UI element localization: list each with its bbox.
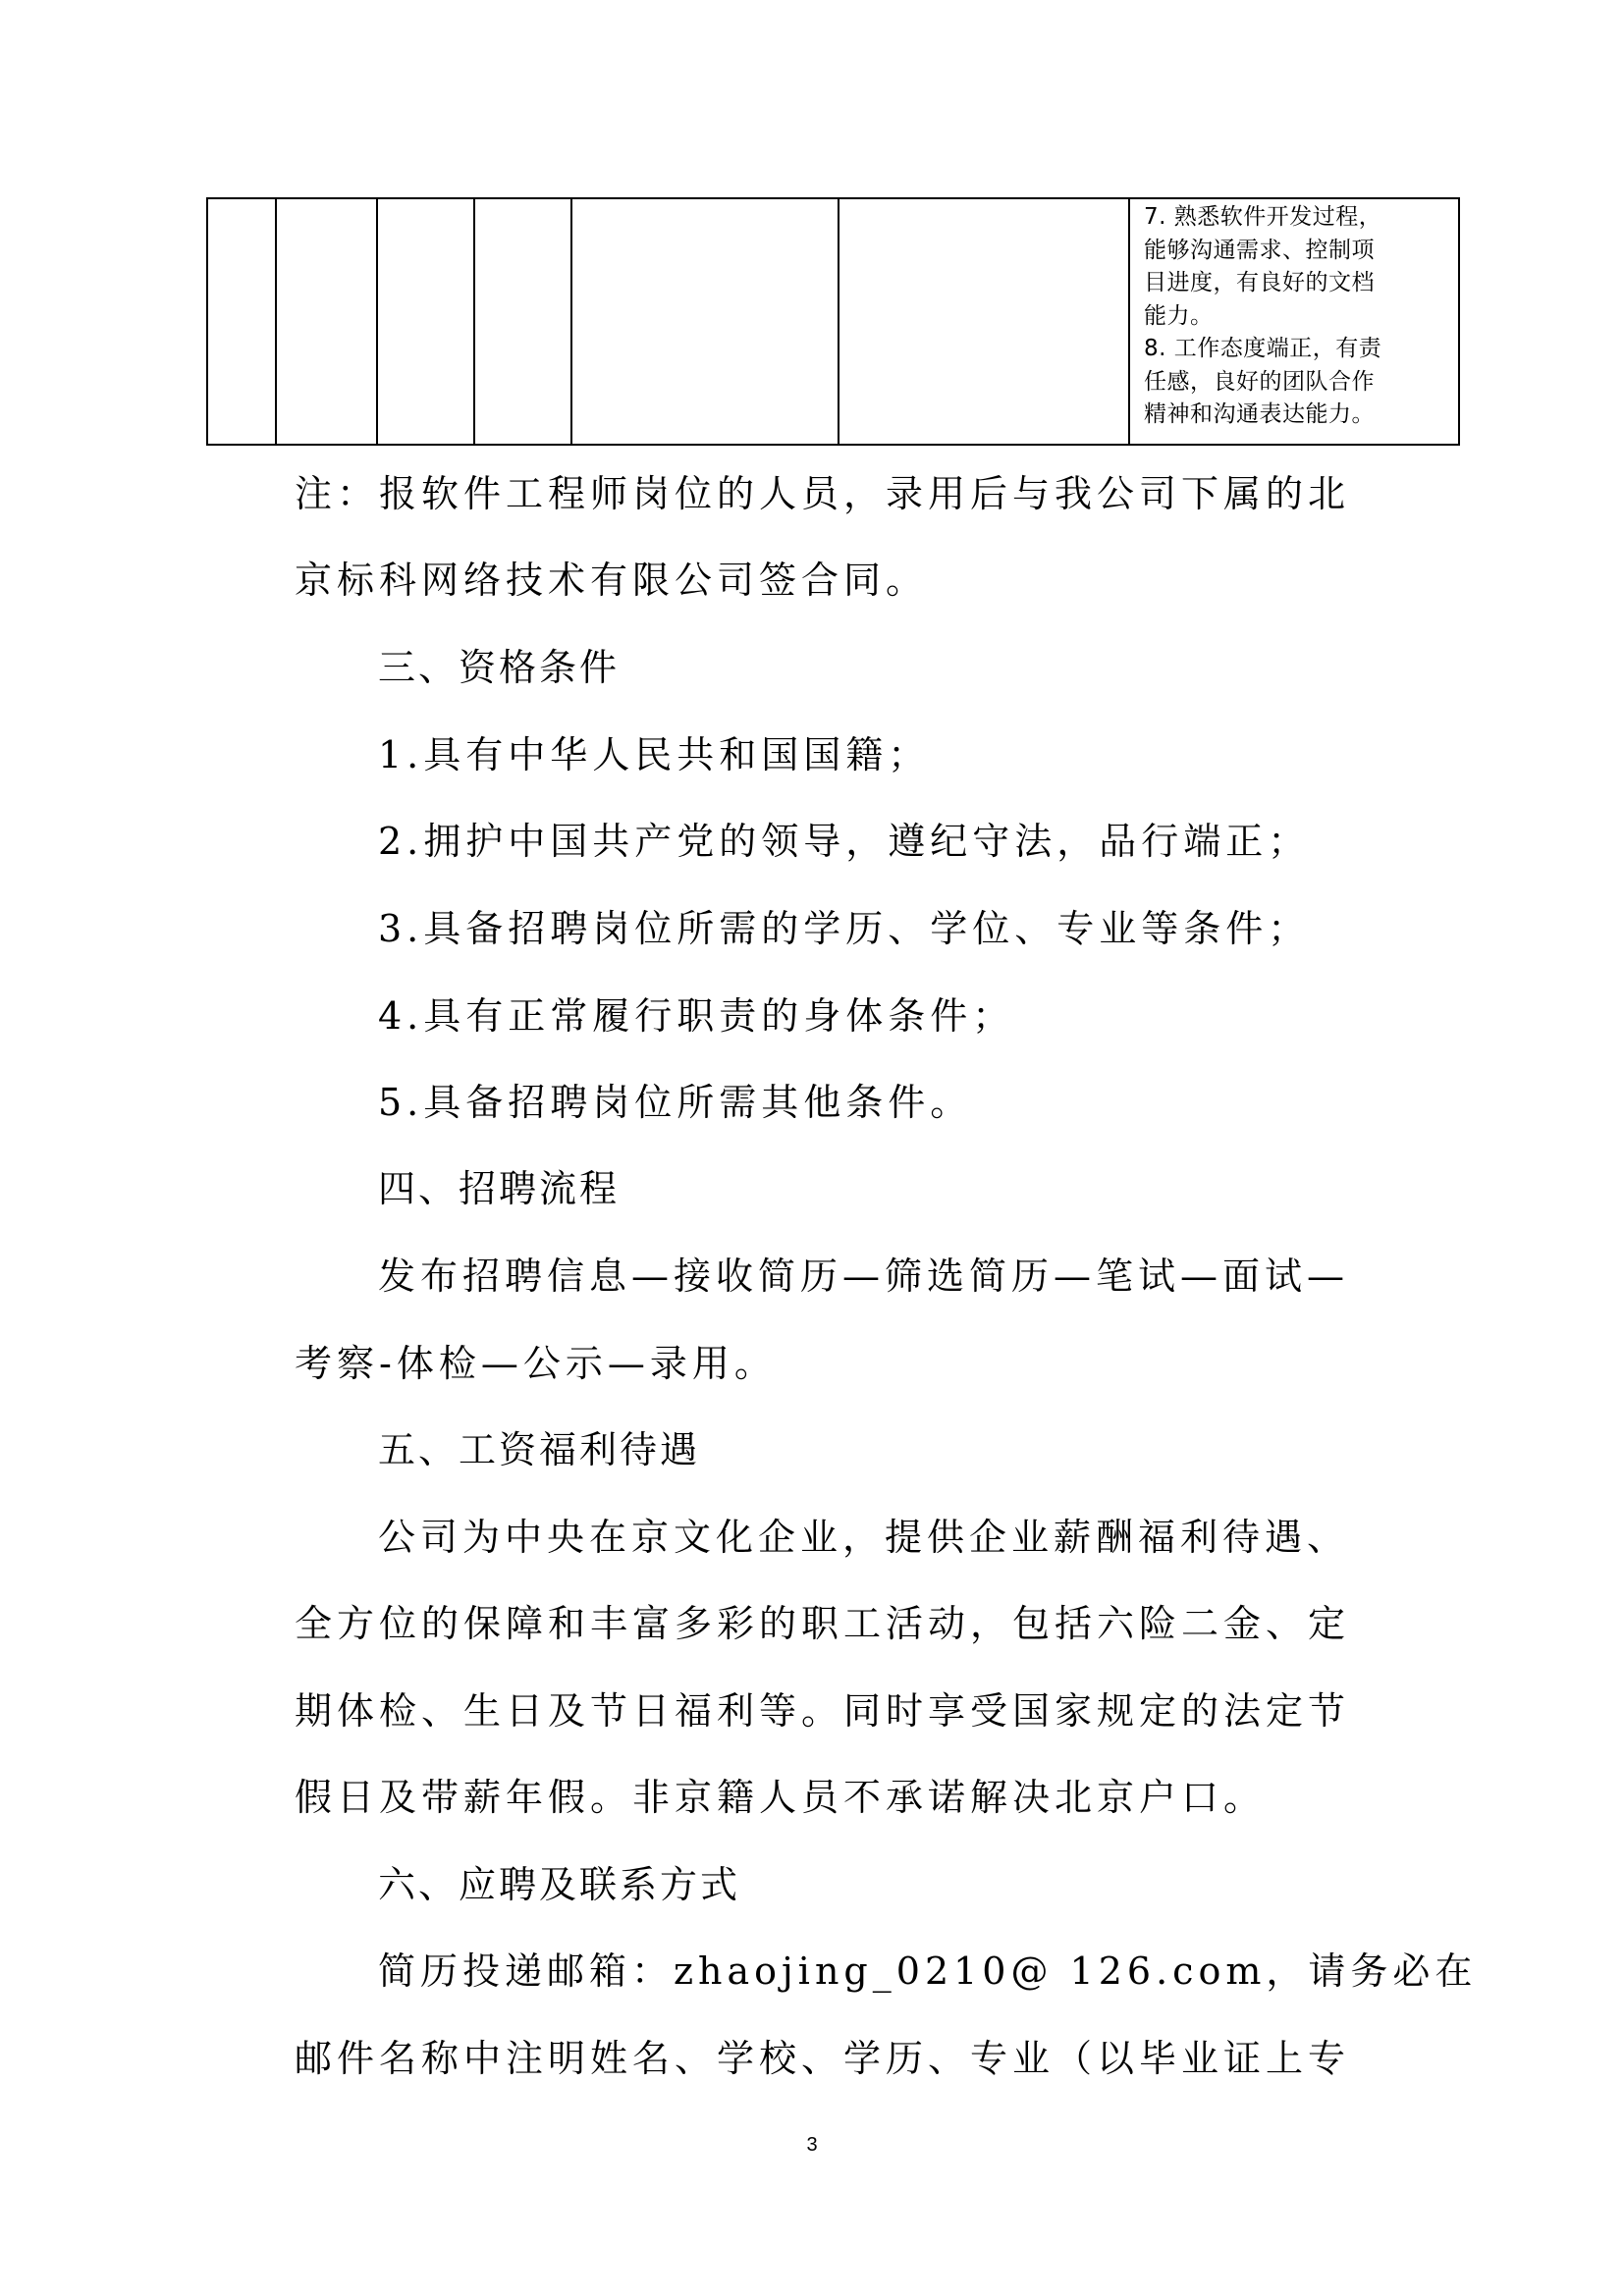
page-number: 3: [806, 2134, 818, 2156]
process-line-1: 发布招聘信息—接收简历—筛选简历—笔试—面试—: [378, 1255, 1350, 1298]
process-line-2: 考察-体检—公示—录用。: [295, 1342, 777, 1385]
table-cell: [377, 198, 474, 445]
table-cell: [474, 198, 571, 445]
table-row: [207, 198, 1459, 445]
requirements-table-continuation: [206, 197, 1460, 446]
table-cell: [571, 198, 839, 445]
table-cell-requirements: [1129, 198, 1459, 445]
requirements-text: 7. 熟悉软件开发过程， 能够沟通需求、控制项 目进度，有良好的文档 能力。 8. 工作态度端正，有责 任感，良好的团队合作 精神和沟通表达能力。: [1144, 204, 1382, 427]
table-cell: [276, 198, 377, 445]
section-heading-qualifications: 三、资格条件: [378, 646, 621, 689]
note-line-1: 注：报软件工程师岗位的人员，录用后与我公司下属的北: [295, 472, 1351, 515]
section-heading-process: 四、招聘流程: [378, 1167, 621, 1210]
benefits-line-3: 期体检、生日及节日福利等。同时享受国家规定的法定节: [295, 1689, 1351, 1733]
qualification-item: 3.具备招聘岗位所需的学历、学位、专业等条件；: [378, 907, 1311, 950]
benefits-line-2: 全方位的保障和丰富多彩的职工活动，包括六险二金、定: [295, 1602, 1351, 1645]
qualification-item: 1.具有中华人民共和国国籍；: [378, 733, 931, 776]
section-heading-contact: 六、应聘及联系方式: [378, 1863, 741, 1906]
note-line-2: 京标科网络技术有限公司签合同。: [295, 559, 929, 602]
benefits-line-1: 公司为中央在京文化企业，提供企业薪酬福利待遇、: [378, 1516, 1350, 1559]
contact-line-2: 邮件名称中注明姓名、学校、学历、专业（以毕业证上专: [295, 2037, 1351, 2080]
qualification-item: 4.具有正常履行职责的身体条件；: [378, 994, 1015, 1038]
benefits-line-4: 假日及带薪年假。非京籍人员不承诺解决北京户口。: [295, 1776, 1267, 1819]
table-cell: [839, 198, 1129, 445]
section-heading-benefits: 五、工资福利待遇: [378, 1428, 701, 1471]
contact-line-1: 简历投递邮箱：zhaojing_0210@ 126.com，请务必在: [378, 1949, 1478, 1993]
qualification-item: 5.具备招聘岗位所需其他条件。: [378, 1081, 973, 1124]
table-cell: [207, 198, 276, 445]
qualification-item: 2.拥护中国共产党的领导，遵纪守法，品行端正；: [378, 820, 1311, 863]
